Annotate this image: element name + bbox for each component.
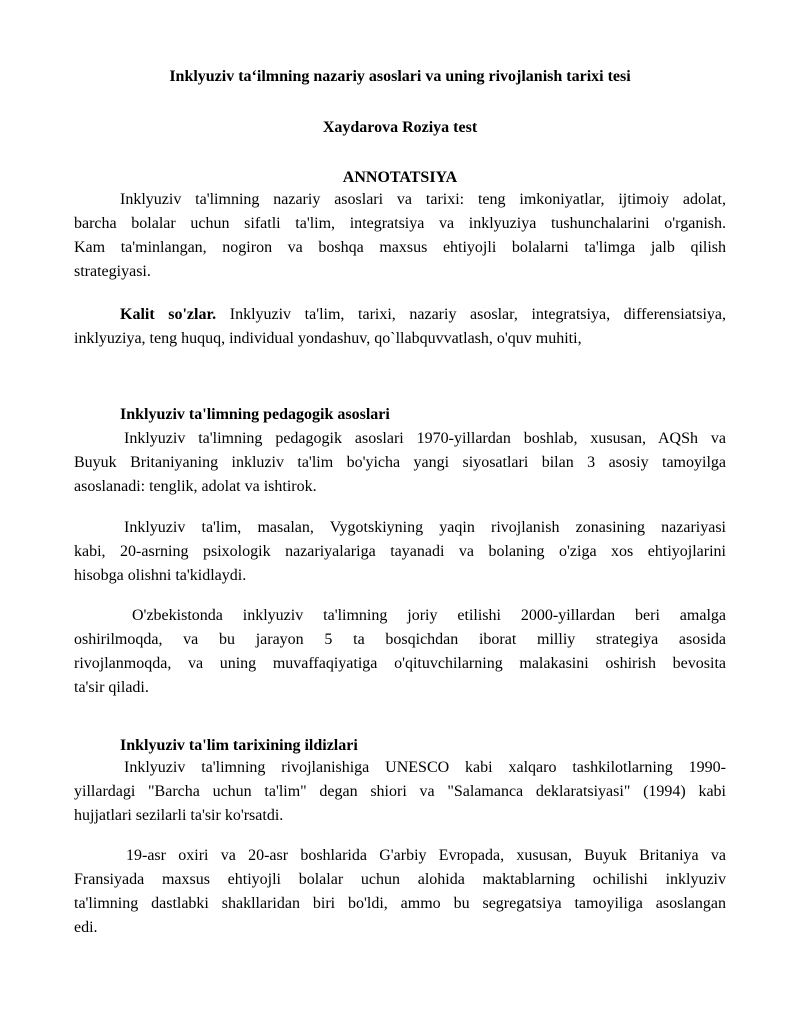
paragraph [74,516,726,588]
paragraph-line: oshirilmoqda, va bu jarayon 5 ta bosqichdan iborat milliy strategiya asosida [74,631,726,648]
paragraph-line: asoslanadi: tenglik, adolat va ishtirok. [74,478,317,495]
paragraph-line: Buyuk Britaniyaning inkluziv ta'lim bo'yicha yangi siyosatlari bilan 3 asosiy tamoyilga [74,454,726,471]
keywords-line [74,303,726,327]
annotation-line: barcha bolalar uchun sifatli ta'lim, integratsiya va inklyuziya tushunchalarini o'rganish. [74,215,726,232]
author-name: Xaydarova Roziya test [322,119,478,136]
paragraph-line: rivojlanmoqda, va uning muvaffaqiyatiga o'qituvchilarning malakasini oshirish bevosita [74,655,726,672]
paragraph-line: Inklyuziv ta'limning rivojlanishiga UNESCO kabi xalqaro tashkilotlarning 1990- [124,759,726,776]
document-title: Inklyuziv ta‘ilmning nazariy asoslari va uning rivojlanish tarixi tesi [169,68,631,85]
keywords-paragraph [74,303,726,351]
paragraph-line: yillardagi "Barcha uchun ta'lim" degan shiori va "Salamanca deklaratsiyasi" (1994) kabi [74,783,726,800]
paragraph-line: edi. [74,919,98,936]
paragraph-line: 19-asr oxiri va 20-asr boshlarida G'arbiy Evropada, xususan, Buyuk Britaniya va [126,847,726,864]
paragraph-line: hisobga olishni ta'kidlaydi. [74,567,247,584]
section-heading: Inklyuziv ta'limning pedagogik asoslari [120,406,390,423]
keywords-text: Inklyuziv ta'lim, tarixi, nazariy asoslar, integratsiya, differensiatsiya, [229,306,727,323]
keywords-line: inklyuziya, teng huquq, individual yondashuv, qo`llabquvvatlash, o'quv muhiti, [74,330,582,347]
paragraph-line: O'zbekistonda inklyuziv ta'limning joriy etilishi 2000-yillardan beri amalga [132,607,726,624]
section-heading: Inklyuziv ta'lim tarixining ildizlari [120,737,358,754]
paragraph-line: ta'sir qiladi. [74,679,149,696]
paragraph [74,604,726,700]
paragraph-line: ta'limning dastlabki shakllaridan biri bo'ldi, ammo bu segregatsiya tamoyiliga asoslangan [74,895,726,912]
annotation-line: Inklyuziv ta'limning nazariy asoslari va tarixi: teng imkoniyatlar, ijtimoiy adolat, [120,191,726,208]
paragraph-line: kabi, 20-asrning psixologik nazariyalariga tayanadi va bolaning o'ziga xos ehtiyojlarini [74,543,726,560]
annotation-line: strategiyasi. [74,263,151,280]
paragraph [74,427,726,499]
annotation-line: Kam ta'minlangan, nogiron va boshqa maxsus ehtiyojli bolalarni ta'limga jalb qilish [74,239,726,256]
paragraph-line: Inklyuziv ta'limning pedagogik asoslari 1970-yillardan boshlab, xususan, AQSh va [124,430,726,447]
paragraph-line: Fransiyada maxsus ehtiyojli bolalar uchun alohida maktablarning ochilishi inklyuziv [74,871,726,888]
annotation-paragraph [74,188,726,284]
paragraph [74,756,726,828]
keywords-label: Kalit so'zlar. [120,306,217,323]
paragraph-line: Inklyuziv ta'lim, masalan, Vygotskiyning yaqin rivojlanish zonasining nazariyasi [124,519,726,536]
paragraph [74,844,726,940]
paragraph-line: hujjatlari sezilarli ta'sir ko'rsatdi. [74,807,284,824]
annotation-heading: ANNOTATSIYA [342,169,458,186]
